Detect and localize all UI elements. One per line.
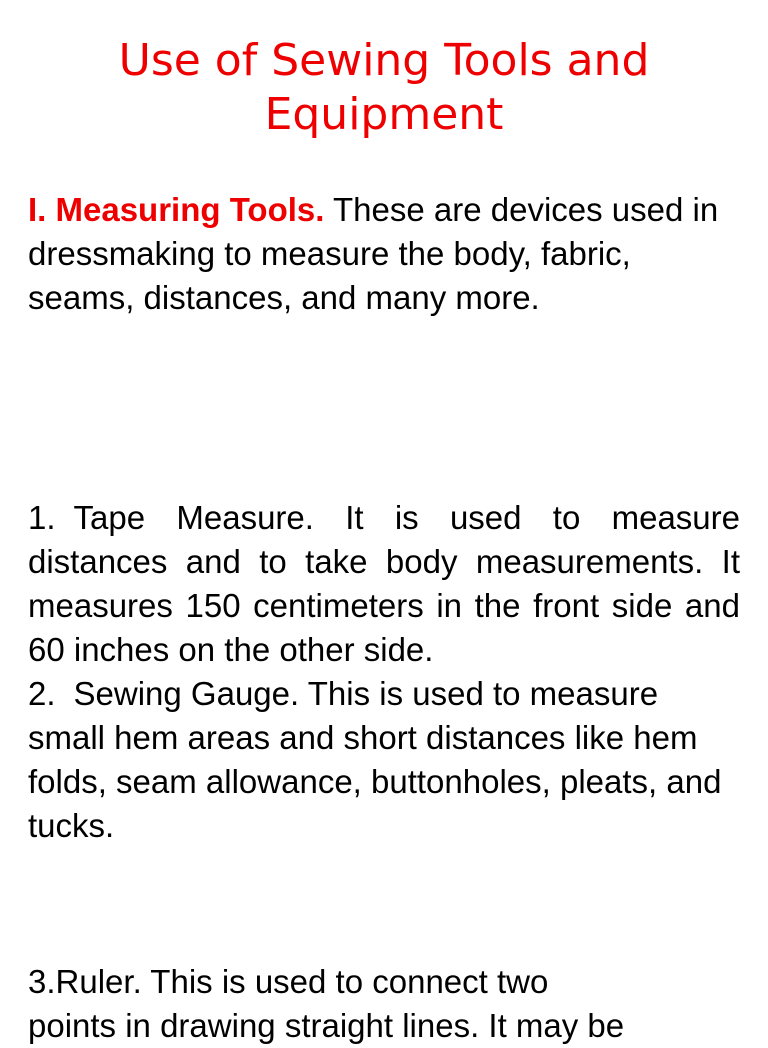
list-item-text: Sewing Gauge. This is used to measure small hem areas and short distances like hem folds, seam allowance, buttonholes, pleats, and tucks.: [28, 675, 722, 844]
section-heading: I. Measuring Tools.: [28, 191, 325, 228]
list-item-text: Ruler. This is used to connect two: [55, 963, 549, 1000]
list-item-ruler: [28, 960, 768, 1048]
section-intro: [28, 188, 740, 320]
title-line-2: Equipment: [264, 89, 504, 140]
list-item-text: Tape Measure. It is used to measure distances and to take body measurements. It measures 150 centimeters in the front side and 60 inches on the other side.: [28, 499, 740, 668]
section-description: These are devices used in dressmaking to measure the body, fabric, seams, distances, and many more.: [28, 191, 719, 316]
list-item-text-continued: points in drawing straight lines. It may be: [28, 1007, 625, 1044]
list-item-sewing-gauge: [28, 672, 740, 848]
tool-list: [28, 496, 740, 848]
list-item-number: 1.: [28, 499, 56, 536]
page-title: [0, 34, 768, 142]
list-item-number: 3.: [28, 963, 56, 1000]
title-line-1: Use of Sewing Tools and: [118, 35, 650, 86]
list-item-tape-measure: [28, 496, 740, 672]
list-item-number: 2.: [28, 675, 56, 712]
